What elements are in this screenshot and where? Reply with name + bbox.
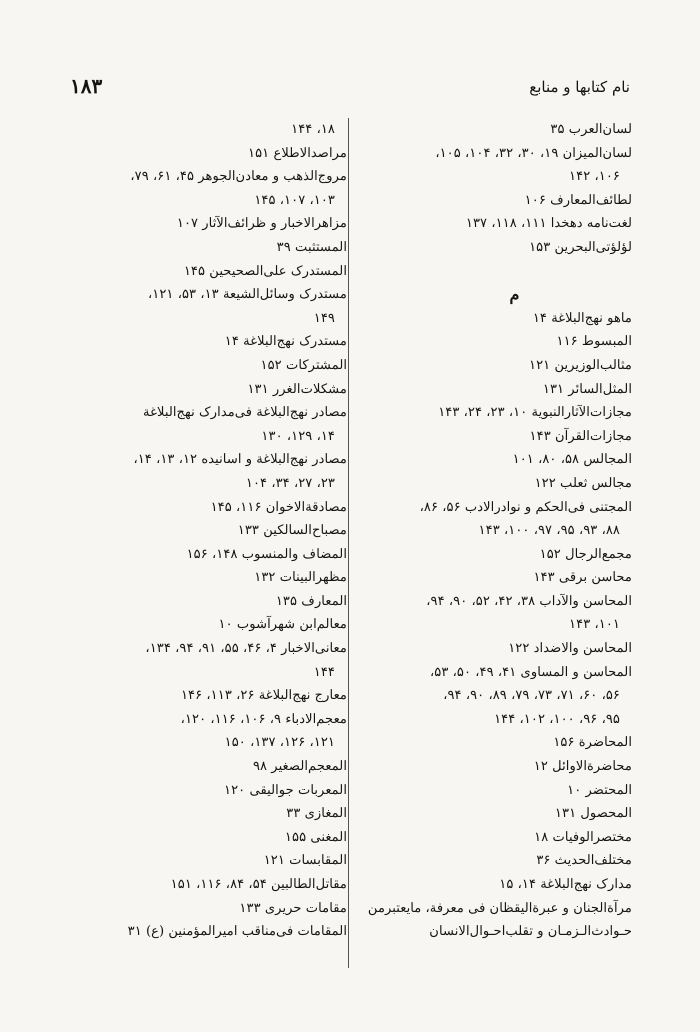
index-entry: المقابسات ۱۲۱ bbox=[263, 853, 347, 869]
index-entry: ۱۴، ۱۲۹، ۱۳۰ bbox=[261, 428, 335, 444]
index-entry: مصادر نهج‌البلاغة فی‌مدارک نهج‌البلاغة bbox=[143, 405, 347, 421]
index-entry: لؤلؤتی‌البحرین ۱۵۳ bbox=[529, 239, 632, 255]
index-entry: المغازی ۳۳ bbox=[286, 806, 347, 822]
index-entry: المبسوط ۱۱۶ bbox=[556, 334, 632, 350]
index-entry: المغنی ۱۵۵ bbox=[284, 829, 347, 845]
index-entry: مقاتل‌الطالبین ۵۴، ۸۴، ۱۱۶، ۱۵۱ bbox=[170, 877, 347, 892]
index-entry: لسان‌العرب ۳۵ bbox=[550, 122, 632, 137]
index-entry: ۲۳، ۲۷، ۳۴، ۱۰۴ bbox=[245, 475, 335, 491]
index-entry: لسان‌المیزان ۱۹، ۳۰، ۳۲، ۱۰۴، ۱۰۵، bbox=[435, 145, 632, 161]
index-entry: المجالس ۵۸، ۸۰، ۱۰۱ bbox=[512, 452, 632, 468]
index-entry: المعجم‌الصغیر ۹۸ bbox=[252, 759, 347, 775]
index-entry: ۱۲۱، ۱۲۶، ۱۳۷، ۱۵۰ bbox=[224, 735, 335, 751]
index-entry: مستدرک وسائل‌الشیعة ۱۳، ۵۳، ۱۲۱، bbox=[147, 287, 347, 303]
index-entry: محاسن برقی ۱۴۳ bbox=[533, 570, 632, 586]
index-entry: المثل‌السائر ۱۳۱ bbox=[542, 381, 632, 397]
index-entry: المعارف ۱۳۵ bbox=[275, 593, 347, 609]
index-entry: معارج نهج‌البلاغة ۲۶، ۱۱۳، ۱۴۶ bbox=[180, 688, 347, 704]
index-entry: مصادقةالاخوان ۱۱۶، ۱۴۵ bbox=[210, 499, 347, 515]
index-entry: المشترکات ۱۵۲ bbox=[260, 357, 347, 373]
index-entry: ۵۶، ۶۰، ۷۱، ۷۳، ۷۹، ۸۹، ۹۰، ۹۴، bbox=[443, 688, 620, 704]
index-entry: المستثبت ۳۹ bbox=[276, 239, 347, 255]
index-entry: المحاسن والاضداد ۱۲۲ bbox=[508, 641, 632, 657]
index-entry: مختلف‌الحدیث ۳۶ bbox=[536, 853, 632, 869]
index-entry: المحصول ۱۳۱ bbox=[554, 806, 632, 822]
index-entry: مجازات‌الآثارالنبویة ۱۰، ۲۳، ۲۴، ۱۴۳ bbox=[438, 405, 632, 421]
index-entry: مدارک نهج‌البلاغة ۱۴، ۱۵ bbox=[499, 877, 632, 892]
index-entry: حـوادث‌الـزمـان و تقلب‌احـوال‌الانسان bbox=[429, 924, 632, 940]
index-entry: معانی‌الاخبار ۴، ۴۶، ۵۵، ۹۱، ۹۴، ۱۳۴، bbox=[145, 641, 347, 657]
index-entry: مستدرک نهج‌البلاغة ۱۴ bbox=[224, 334, 347, 350]
index-entry: معالم‌ابن شهرآشوب ۱۰ bbox=[218, 617, 347, 633]
column-divider bbox=[348, 118, 349, 968]
index-entry: المحاضرة ۱۵۶ bbox=[553, 735, 632, 751]
index-entry: ۱۰۱، ۱۴۳ bbox=[569, 617, 620, 633]
index-entry: مجمع‌الرجال ۱۵۲ bbox=[539, 546, 632, 562]
index-entry: المجتنی فی‌الحکم و نوادرالادب ۵۶، ۸۶، bbox=[419, 499, 632, 515]
index-column-right bbox=[357, 118, 632, 944]
index-entry: محاضرةالاوائل ۱۲ bbox=[533, 759, 632, 775]
spacer bbox=[357, 260, 632, 284]
index-entry: ۱۴۹ bbox=[313, 310, 335, 326]
index-entry: المستدرک علی‌الصحیحین ۱۴۵ bbox=[183, 263, 347, 279]
page-number: ۱۸۳ bbox=[70, 74, 103, 98]
index-entry: لطائف‌المعارف ۱۰۶ bbox=[524, 192, 632, 208]
index-entry: مجازات‌القرآن ۱۴۳ bbox=[529, 428, 632, 444]
page-header bbox=[70, 74, 630, 104]
index-entry: المضاف والمنسوب ۱۴۸، ۱۵۶ bbox=[186, 546, 347, 562]
index-entry: مروج‌الذهب و معادن‌الجوهر ۴۵، ۶۱، ۷۹، bbox=[130, 169, 347, 185]
index-entry: مصباح‌السالکین ۱۳۳ bbox=[237, 523, 347, 539]
index-entry: لغت‌نامه دهخدا ۱۱۱، ۱۱۸، ۱۳۷ bbox=[465, 216, 632, 232]
index-entry: ۱۴۴ bbox=[313, 664, 335, 680]
index-entry: ۱۰۶، ۱۴۲ bbox=[569, 169, 620, 185]
index-column-left bbox=[70, 118, 347, 944]
running-title: نام کتابها و منابع bbox=[529, 78, 630, 96]
index-entry: مختصرالوفیات ۱۸ bbox=[534, 829, 632, 845]
index-entry: مصادر نهج‌البلاغة و اسانیده ۱۲، ۱۳، ۱۴، bbox=[133, 452, 347, 468]
index-entry: ۱۸، ۱۴۴ bbox=[291, 122, 335, 137]
section-letter: م bbox=[509, 285, 520, 305]
index-entry: مرآةالجنان و عبرةالیقظان فی معرفة، مایعتبرمن bbox=[367, 900, 632, 916]
index-entry: مثالب‌الوزیرین ۱۲۱ bbox=[529, 357, 632, 373]
index-entry: مظهرالبینات ۱۳۲ bbox=[254, 570, 347, 586]
index-entry: مراصدالاطلاع ۱۵۱ bbox=[248, 145, 347, 161]
index-entry: المحتضر ۱۰ bbox=[567, 782, 632, 798]
index-entry: مجالس ثعلب ۱۲۲ bbox=[534, 475, 632, 491]
index-entry: المحاسن و المساوی ۴۱، ۴۹، ۵۰، ۵۳، bbox=[430, 664, 632, 680]
index-entry: ۱۰۳، ۱۰۷، ۱۴۵ bbox=[254, 192, 335, 208]
index-entry: مشکلات‌الغرر ۱۳۱ bbox=[247, 381, 347, 397]
index-entry: ۸۸، ۹۳، ۹۵، ۹۷، ۱۰۰، ۱۴۳ bbox=[478, 523, 620, 539]
index-entry: مقامات حریری ۱۳۳ bbox=[239, 900, 347, 916]
index-entry: ماهو نهج‌البلاغة ۱۴ bbox=[532, 310, 632, 326]
index-entry: المحاسن والآداب ۳۸، ۴۲، ۵۲، ۹۰، ۹۴، bbox=[426, 593, 632, 609]
index-entry: المعربات جوالیقی ۱۲۰ bbox=[224, 782, 347, 798]
index-entry: ۹۵، ۹۶، ۱۰۰، ۱۰۲، ۱۴۴ bbox=[494, 711, 620, 727]
index-entry: معجم‌الادباء ۹، ۱۰۶، ۱۱۶، ۱۲۰، bbox=[180, 711, 347, 727]
index-entry: المقامات فی‌مناقب امیرالمؤمنین (ع) ۳۱ bbox=[127, 924, 347, 940]
index-entry: مزاهرالاخبار و ظرائف‌الآثار ۱۰۷ bbox=[176, 216, 347, 232]
